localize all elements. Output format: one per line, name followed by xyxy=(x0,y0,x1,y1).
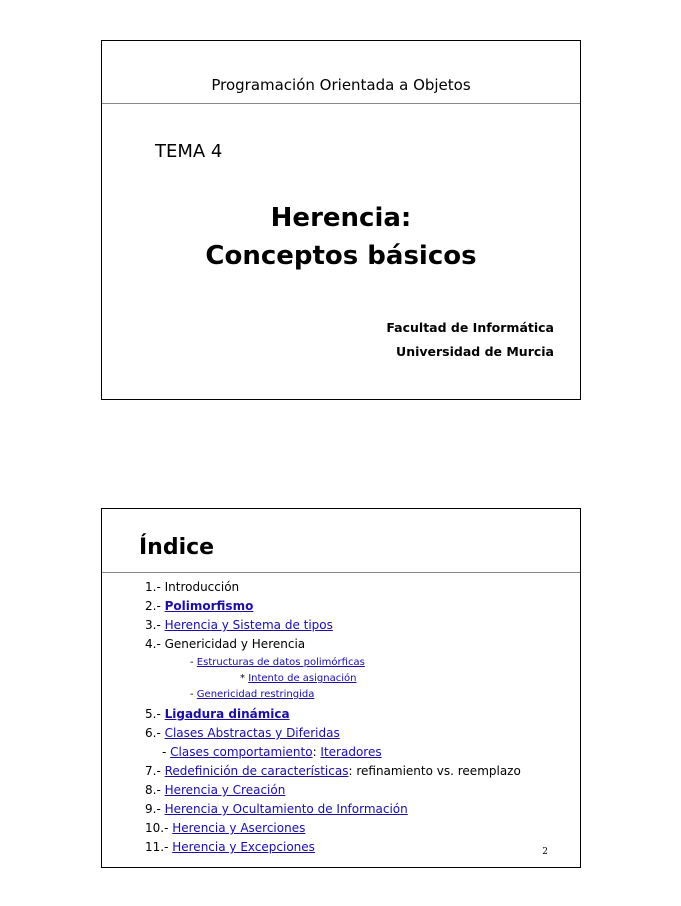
toc-text: 3.- xyxy=(145,618,165,632)
toc-text: - xyxy=(190,657,197,668)
toc-text: * xyxy=(240,673,249,684)
toc-text: 5.- xyxy=(145,707,165,721)
toc-text: 8.- xyxy=(145,783,165,797)
toc-link[interactable]: Herencia y Sistema de tipos xyxy=(164,618,333,632)
toc-item xyxy=(145,706,290,722)
slide-header xyxy=(102,41,580,104)
toc-item xyxy=(240,672,356,685)
toc-text: 11.- xyxy=(145,840,173,854)
toc-text: - xyxy=(162,745,171,759)
toc-text: 1.- Introducción xyxy=(145,580,240,594)
toc-text: - xyxy=(190,689,197,700)
toc-text: 4.- Genericidad y Herencia xyxy=(145,637,306,651)
toc-text: 9.- xyxy=(145,802,165,816)
toc-item xyxy=(145,636,305,652)
toc-item xyxy=(145,598,253,614)
toc-link[interactable]: Iteradores xyxy=(320,745,382,759)
toc-item xyxy=(145,782,285,798)
toc-item xyxy=(190,656,365,669)
toc-link[interactable]: Herencia y Aserciones xyxy=(172,821,306,835)
toc-link[interactable]: Ligadura dinámica xyxy=(164,707,290,721)
slide-title-line2: Conceptos básicos xyxy=(205,241,477,271)
toc-text: : xyxy=(312,745,321,759)
toc-item xyxy=(190,688,314,701)
toc-item xyxy=(145,763,521,779)
toc-link[interactable]: Herencia y Excepciones xyxy=(172,840,315,854)
toc-text: : refinamiento vs. reemplazo xyxy=(348,764,521,778)
course-title: Programación Orientada a Objetos xyxy=(211,76,471,94)
toc-item xyxy=(145,839,315,855)
toc-text: 2.- xyxy=(145,599,165,613)
university-name: Universidad de Murcia xyxy=(396,344,554,359)
toc-link[interactable]: Herencia y Creación xyxy=(164,783,286,797)
toc-link[interactable]: Genericidad restringida xyxy=(196,689,315,700)
slide-title-line1: Herencia: xyxy=(270,203,412,233)
faculty-name: Facultad de Informática xyxy=(386,320,554,335)
toc-text: 6.- xyxy=(145,726,165,740)
slide-index xyxy=(101,508,581,868)
index-heading: Índice xyxy=(139,535,215,560)
toc-link[interactable]: Estructuras de datos polimórficas xyxy=(196,657,365,668)
page-number: 2 xyxy=(542,847,548,857)
toc-link[interactable]: Clases comportamiento xyxy=(170,745,313,759)
topic-number: TEMA 4 xyxy=(155,141,223,162)
toc-text: 10.- xyxy=(145,821,173,835)
index-header xyxy=(102,509,580,573)
toc-item xyxy=(145,820,305,836)
toc-link[interactable]: Herencia y Ocultamiento de Información xyxy=(164,802,408,816)
toc-link[interactable]: Redefinición de características xyxy=(164,764,349,778)
toc-item xyxy=(145,725,340,741)
toc-item xyxy=(162,744,382,760)
slide-title xyxy=(101,40,581,400)
toc-link[interactable]: Intento de asignación xyxy=(248,673,357,684)
toc-link[interactable]: Polimorfismo xyxy=(164,599,254,613)
toc-item xyxy=(145,801,408,817)
toc-link[interactable]: Clases Abstractas y Diferidas xyxy=(164,726,340,740)
toc-text: 7.- xyxy=(145,764,165,778)
toc-item xyxy=(145,579,239,595)
toc-item xyxy=(145,617,333,633)
